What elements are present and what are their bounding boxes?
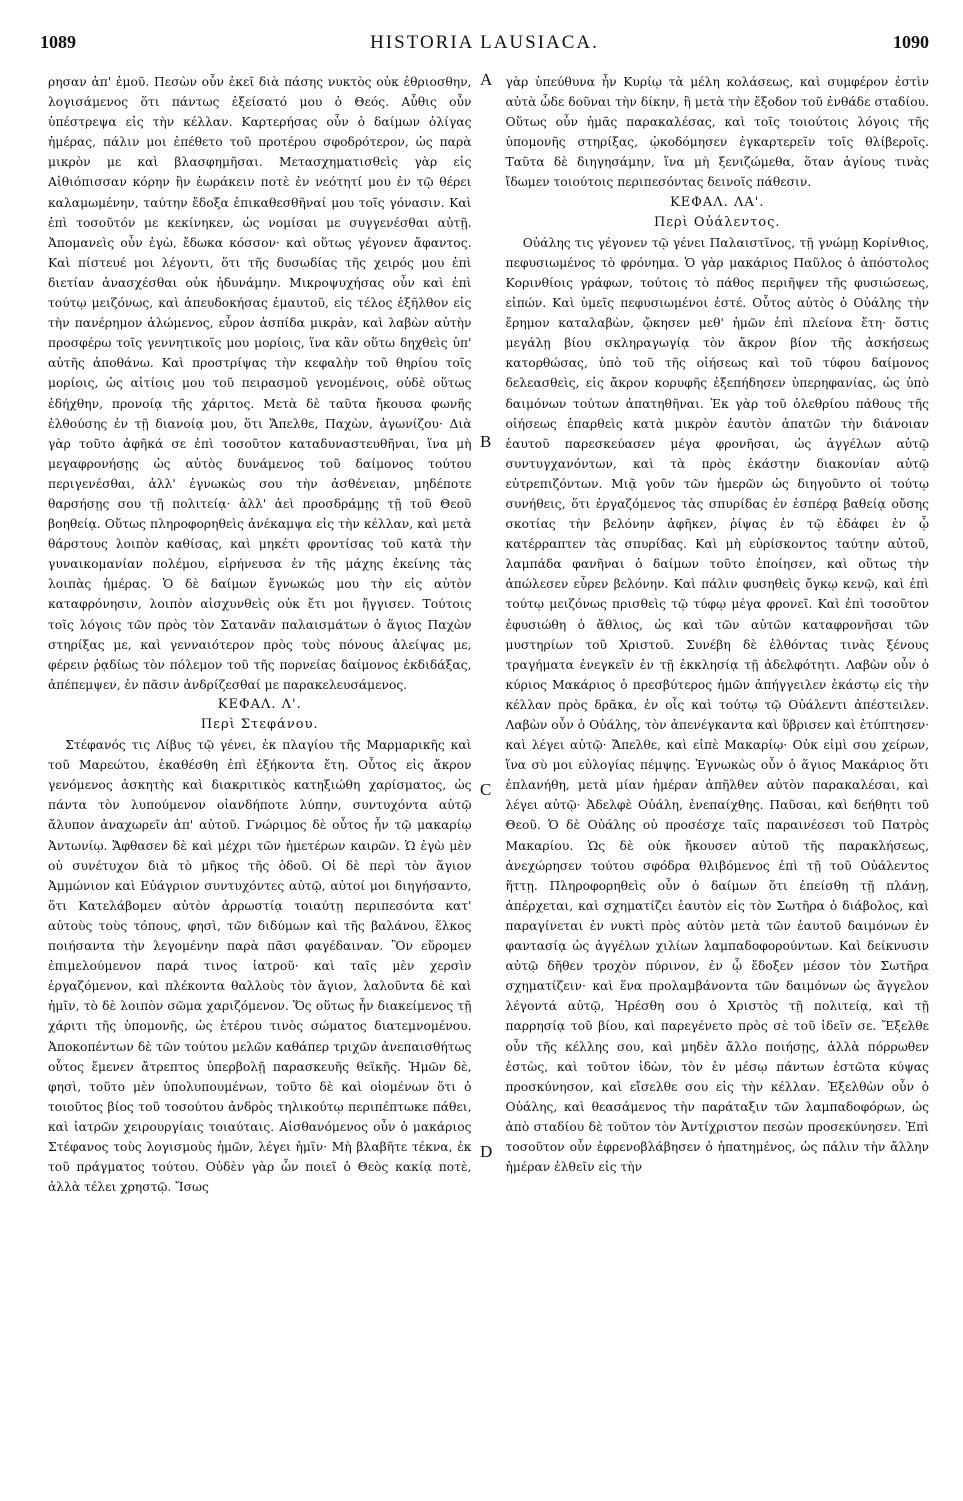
left-paragraph-1: ρησαν ἀπ' ἐμοῦ. Πεσὼν οὖν ἐκεῖ διὰ πάσης νυκτὸς οὐκ ἐθριοσθην, λογισάμενος ὅτι πάντως ἐξείσατό μου ὁ Θεός. Αὖθις οὖν ὑπέστρεψα εἰς τὴν κέλλαν. Καρτερήσας οὖν ὁ δαίμων ὀλίγας ἡμέρας, πάλιν μοι ἐπέθετο τοῦ προτέρου σφοδρότερον, ὡς παρὰ μικρὸν με καὶ βλασφημῆσαι. Μετασχηματισθεὶς γὰρ εἰς Αἰθιόπισσαν κόρην ἣν ἑωράκειν ποτὲ ἐν νεότητί μου ἐν τῷ θέρει καλαμωμένην, ταύτην ἔδοξα ἐπικαθεσθῆναί μου τοῖς γόνασιν. Καὶ ἐπὶ τοσοῦτόν με κεκίνηκεν, ὡς νομίσαι με συγγενέσθαι αὐτῇ. Ἀπομανεὶς οὖν ἐγὼ, ἔδωκα κόσσον· καὶ οὕτως γέγονεν ἄφαντος. Καὶ πίστευέ μοι λέγοντι, ὅτι τῆς δυσωδίας τῆς χειρός μου ἐπὶ διετίαν ἀνασχέσθαι οὐκ ἠδυνάμην. Μικροψυχήσας οὖν καὶ ἐπὶ τούτῳ μειζόνως, καὶ ἀπευδοκήσας ἐμαυτοῦ, εἰς τέλος ἐξῆλθον εἰς τὴν πανέρημον ἀλώμενος, εὗρον ἀσπίδα μικρὰν, καὶ λαβὼν αὐτὴν προσφέρω τοῖς γεννητικοῖς μου μορίοις, ἵνα κἂν οὕτω δηχθεὶς ὑπ' αὐτῆς ἀποθάνω. Καὶ προστρίψας τὴν κεφαλὴν τοῦ θηρίου τοῖς μορίοις, ὡς αἰτίοις μου τοῦ πειρασμοῦ γενομένοις, οὐδὲ οὕτως ἐδήχθην, προνοίᾳ τῆς χάριτος. Μετὰ δὲ ταῦτα ἤκουσα φωνῆς ἐλθούσης ἐν τῇ διανοίᾳ μου, ὅτι Ἄπελθε, Παχὼν, ἀγωνίζου· Διὰ γὰρ τοῦτο ἀφῆκά σε ἐπὶ τοσοῦτον καταδυναστευθῆναι, ἵνα μὴ μεγαφρονήσῃς ὡς αὐτὸς δυνάμενος τοῦ δαίμονος τούτου περιγενέσθαι, ἀλλ' ἐγνωκὼς σου τὴν ἀσθένειαν, μηδέποτε θαρσήσῃς σου τῇ πολιτείᾳ· ἀλλ' ἀεὶ προσδράμῃς τῇ τοῦ Θεοῦ βοηθείᾳ. Οὕτως πληροφορηθεὶς ἀνέκαμψα εἰς τὴν κέλλαν, καὶ μετὰ θάρστους λοιπὸν καθίσας, καὶ μηκέτι φροντίσας τοῦ κατὰ τὴν γυναικομανίαν πολέμου, εἰρήνευσα ἐν τῆς μάχης ἐκείνης τὰς λοιπὰς ἡμέρας. Ὁ δὲ δαίμων ἔγνωκώς μου τὴν εἰς αὐτὸν καταφρόνησιν, λοιπὸν αἰσχυνθεὶς οὐκ ἔτι μοι ἤγγισεν. Τούτοις τοῖς λόγοις τῶν πρὸς τὸν Σατανᾶν παλαισμάτων ὁ ἅγιος Παχὼν στηρίξας με, καὶ γενναιότερον πρὸς τοὺς πόνους ἀλείψας με, φέρειν ῥᾳδίως τὸν πόλεμον τοῦ τῆς πορνείας δαίμονος ἐκδιδάξας, ἀπέπεμψεν, ἐν πᾶσιν ἀνδρίζεσθαί με παρακελευσάμενος. <box>48 75 472 692</box>
left-paragraph-2: Στέφανός τις Λίβυς τῷ γένει, ἐκ πλαγίου τῆς Μαρμαρικῆς καὶ τοῦ Μαρεώτου, ἐκαθέσθη ἐπὶ ἑξήκοντα ἔτη. Οὗτος εἰς ἄκρον γενόμενος ἀσκητὴς καὶ διακριτικὸς κατηξιώθη χαρίσματος, ὡς πάντα τὸν λυπούμενον οἱανδήποτε λύπην, συντυχόντα αὐτῷ ἄλυπον ἀναχωρεῖν ἀπ' αὐτοῦ. Γνώριμος δὲ οὗτος ἦν τῷ μακαρίῳ Ἀντωνίῳ. Ἄφθασεν δὲ καὶ μέχρι τῶν ἡμετέρων καιρῶν. Ὡ ἐγὼ μὲν οὐ συνέτυχον διὰ τὸ μῆκος τῆς ὁδοῦ. Οἱ δὲ περὶ τὸν ἅγιον Ἀμμώνιον καὶ Εὐάγριον συντυχόντες αὐτῷ, αὐτοί μοι διηγήσαντο, ὅτι Κατελάβομεν αὐτὸν ἀρρωστίᾳ τοιαύτῃ περιπεσόντα κατ' αὐτοὺς τοὺς τόπους, φησὶ, τῶν διδύμων καὶ τῆς βαλάνου, ἕλκος ποιήσαντα τὴν λεγομένην παρὰ πᾶσι φαγέδαιναν. Ὃν εὕρομεν ἐπιμελούμενον παρά τινος ἰατροῦ· καὶ ταῖς μὲν χερσὶν ἐργαζόμενον, καὶ πλέκοντα θαλλοὺς τὸν ἅγιον, λαλοῦντα δὲ καὶ ἡμῖν, τὸ δὲ λοιπὸν σῶμα χαριζόμενον. Ὅς οὕτως ἦν διακείμενος τῇ χάριτι τῆς ὑπομονῆς, ὡς ἑτέρου τινὸς σώματος διατεμνομένου. Ἀποκοπέντων δὲ τῶν τούτου μελῶν καθάπερ τριχῶν ἀνεπαισθήτως οὗτος ἔμενεν ἄτρεπτος ὑπερβολῇ παρασκευῆς θεϊκῆς. Ἡμῶν δὲ, φησὶ, τοῦτο μὲν ὑπολυπουμένων, τοῦτο δὲ καὶ οἰομένων ὅτι ὁ τοιοῦτος βίος τοῦ τοσούτου ἀνδρὸς τηλικούτῳ περιπέπτωκε πάθει, καὶ ἰατρῶν χειρουργίαις τοιαύταις. Αἰσθανόμενος οὖν ὁ μακάριος Στέφανος τοὺς λογισμοὺς ἡμῶν, λέγει ἡμῖν· Μὴ βλαβῆτε τέκνα, ἐκ τοῦ πράγματος τούτου. Οὐδὲν γὰρ ὧν ποιεῖ ὁ Θεὸς κακίᾳ ποτὲ, ἀλλὰ τέλει χρηστῷ. Ἴσως <box>48 738 472 1195</box>
page-number-left: 1089 <box>40 32 76 52</box>
margin-marker-a: A <box>480 70 493 89</box>
right-paragraph-2: Οὐάλης τις γέγονεν τῷ γένει Παλαιστῖνος, τῇ γνώμῃ Κορίνθιος, πεφυσιωμένος τὸ φρόνημα. Ὁ γὰρ μακάριος Παῦλος ὁ ἀπόστολος Κορινθίοις γράφων, τούτοις τὸ πάθος περιῆψεν τῆς φυσιώσεως, εἰπών. Καὶ ὑμεῖς πεφυσιωμένοι ἐστέ. Οὗτος αὐτὸς ὁ Οὐάλης τὴν ἔρημον καταλαβὼν, ᾤκησεν μεθ' ἡμῶν ἐπὶ πλείονα ἔτη· ὅστις μεγάλῃ βίου σκληραγωγίᾳ τὸν ἄκρον βίον τῆς ἀσκήσεως κατορθώσας, ὑπὸ τοῦ τῆς οἰήσεως καὶ τοῦ τύφου δαίμονος δελεασθεὶς, εἰς ἄκρον κορυφῆς ἐξεπήδησεν ὑπερηφανίας, ὡς ὑπὸ δαιμόνων τούτων ἀπατηθῆναι. Ἐκ γὰρ τοῦ ὀλεθρίου πάθους τῆς οἰήσεως ἐπαρθεὶς κατὰ μικρὸν ἑαυτὸν ἀπατῶν τὴν διάνοιαν ἑαυτοῦ παρεσκεύασεν μέγα φρονῆσαι, ὡς ἀγγέλων αὐτῷ συντυγχανόντων, καὶ τὰ πρὸς ἑκάστην διακονίαν αὐτῷ εὐτρεπιζόντων. Μιᾷ γοῦν τῶν ἡμερῶν ὡς διηγοῦντο οἱ τούτῳ συνήθεις, ὅτι ἐργαζόμενος τὰς σπυρίδας ἐν ἑσπέρᾳ βαθείᾳ οὔσης σκοτίας τὴν βελόνην ἀφῆκεν, ῥίψας ἐν τῷ ἐδάφει ἐν ᾧ κατέρραπτεν τὰς σπυρίδας. Καὶ μὴ εὑρίσκοντος ταύτην αὐτοῦ, λαμπάδα φανῆναι ὁ δαίμων τοῦτο ἐποίησεν, καὶ οὕτως τὴν ἀπώλεσεν εὗρεν βελόνην. Καὶ πάλιν φυσηθεὶς ὄγκῳ κενῷ, καὶ ἐπὶ τούτῳ μειζόνως πρισθεὶς τῷ τύφῳ μέγα φρονεῖ. Καὶ ἐπὶ τοσοῦτον ἐφυσιώθη ὁ ἄθλιος, ὡς καὶ τῶν αὐτῶν καταφρονῆσαι τῶν μυστηρίων τοῦ Χριστοῦ. Συνέβη δὲ ἐλθόντας τινὰς ξένους τραγήματα ἐνεγκεῖν ἐν τῇ ἐκκλησίᾳ τῇ ἀδελφότητι. Λαβὼν οὖν ὁ κύριος Μακάριος ὁ πρεσβύτερος ἡμῶν ἀπήγγειλεν ἑκάστῳ εἰς τὴν κέλλαν πρὸς δρᾶκα, ἐν οἷς καὶ τούτῳ τῷ Οὐάλεντι ἀπέστειλεν. Λαβὼν οὖν ὁ Οὐάλης, τὸν ἀπενέγκαντα καὶ ὕβρισεν καὶ ἐτύπτησεν· καὶ λέγει αὐτῷ· Ἄπελθε, καὶ εἰπὲ Μακαρίῳ· Οὐκ εἰμὶ σου χείρων, ἵνα σὺ μοι εὐλογίας πέμψῃς. Ἐγνωκὼς οὖν ὁ ἅγιος Μακάριος ὅτι ἐπλανήθη, μετὰ μίαν ἡμέραν ἀπῆλθεν αὐτὸν παρακαλέσαι, καὶ λέγει αὐτῷ· Ἀδελφὲ Οὐάλη, ἐνεπαίχθης. Παῦσαι, καὶ δεήθητι τοῦ Θεοῦ. Ὁ δὲ Οὐάλης οὐ προσέσχε ταῖς παραινέσεσι τοῦ Πατρὸς Μακαρίου. Ὡς δὲ οὐκ ἤκουσεν αὐτοῦ τῆς παρακλήσεως, ἀνεχώρησεν τούτου σφόδρα θλιβόμενος ἐπὶ τῇ τοῦ Οὐάλεντος ἥττῃ. Πληροφορηθεὶς οὖν ὁ δαίμων ὅτι ἐπείσθη τῇ πλάνῃ, ἀπέρχεται, καὶ σχηματίζει ἑαυτὸν εἰς τὸν Σωτῆρα ὁ διάβολος, καὶ παραγίνεται ἐν νυκτὶ πρὸς αὐτὸν μετὰ τῶν ἑαυτοῦ δαιμόνων ἐν φαντασίᾳ ὡς ἀγγέλων χιλίων λαμπαδοφορούντων. Καὶ δείκνυσιν αὐτῷ δῆθεν τροχὸν πύρινον, ἐν ᾧ ἔδοξεν μέσον τὸν Σωτῆρα σχηματίζειν· καὶ ἕνα προλαμβάνοντα τῶν δαιμόνων ὡς ἄγγελον λέγοντά αὐτῷ, Ἠρέσθη σου ὁ Χριστὸς τῇ πολιτείᾳ, καὶ τῇ παρρησίᾳ τοῦ βίου, καὶ παρεγένετο πρὸς σὲ τοῦ ἰδεῖν σε. Ἔξελθε οὖν τῆς κέλλης σου, καὶ μηδὲν ἄλλο ποιήσῃς, ἀλλὰ πόρρωθεν ἑστὼς, καὶ τοῦτον ἰδὼν, τὸν ἐν μέσῳ πάντων ἑστῶτα κύψας προσκύνησον, καὶ εἴσελθε σου εἰς τὴν κέλλαν. Ἐξελθὼν οὖν ὁ Οὐάλης, καὶ θεασάμενος τὴν παράταξιν τῶν λαμπαδοφόρων, ὡς ἀπὸ σταδίου δὲ τοῦτον τὸν Ἀντίχριστον πεσὼν προσεκύνησεν. Ἐπὶ τοσοῦτον οὖν ἐφρενοβλάβησεν ὁ ἠπατημένος, ὡς πάλιν τὴν ἄλλην ἡμέραν ἐλθεῖν εἰς τὴν <box>505 235 929 1175</box>
margin-marker-c: C <box>480 780 492 799</box>
running-title: HISTORIA LAUSIACA. <box>370 32 599 53</box>
margin-marker-d: D <box>480 1142 493 1161</box>
right-paragraph-1: γὰρ ὑπεύθυνα ἦν Κυρίῳ τὰ μέλη κολάσεως, καὶ συμφέρον ἐστὶν αὐτὰ ὧδε δοῦναι τὴν δίκην, ἢ μετὰ τὴν ἔξοδον τοῦ ἐνθάδε σταδίου. Οὕτως οὖν ἡμᾶς παρακαλέσας, καὶ τοῖς τοιούτοις λόγοις τῆς ὑπομονῆς στηρίξας, ᾠκοδόμησεν ἐγκαρτερεῖν τοῖς θλίβεροῖς. Ταῦτα δὲ διηγησάμην, ἵνα μὴ ξενιζώμεθα, ὅταν ἁγίους τινὰς ἴδωμεν τοιούτοις περιπεσόντας δεινοῖς πάθεσιν. <box>505 75 929 190</box>
chapter-subheading-valens: Περὶ Οὐάλεντος. <box>653 214 781 230</box>
chapter-heading-31: ΚΕΦΑΛ. ΛΑ'. <box>670 194 765 210</box>
chapter-subheading-stephanus: Περὶ Στεφάνου. <box>200 717 319 732</box>
left-column <box>48 72 494 1490</box>
right-column <box>494 72 930 1490</box>
margin-marker-b: B <box>480 432 492 451</box>
page-number-right: 1090 <box>893 32 929 52</box>
chapter-heading-30: ΚΕΦΑΛ. Λ'. <box>217 696 302 712</box>
page-header <box>40 22 929 62</box>
